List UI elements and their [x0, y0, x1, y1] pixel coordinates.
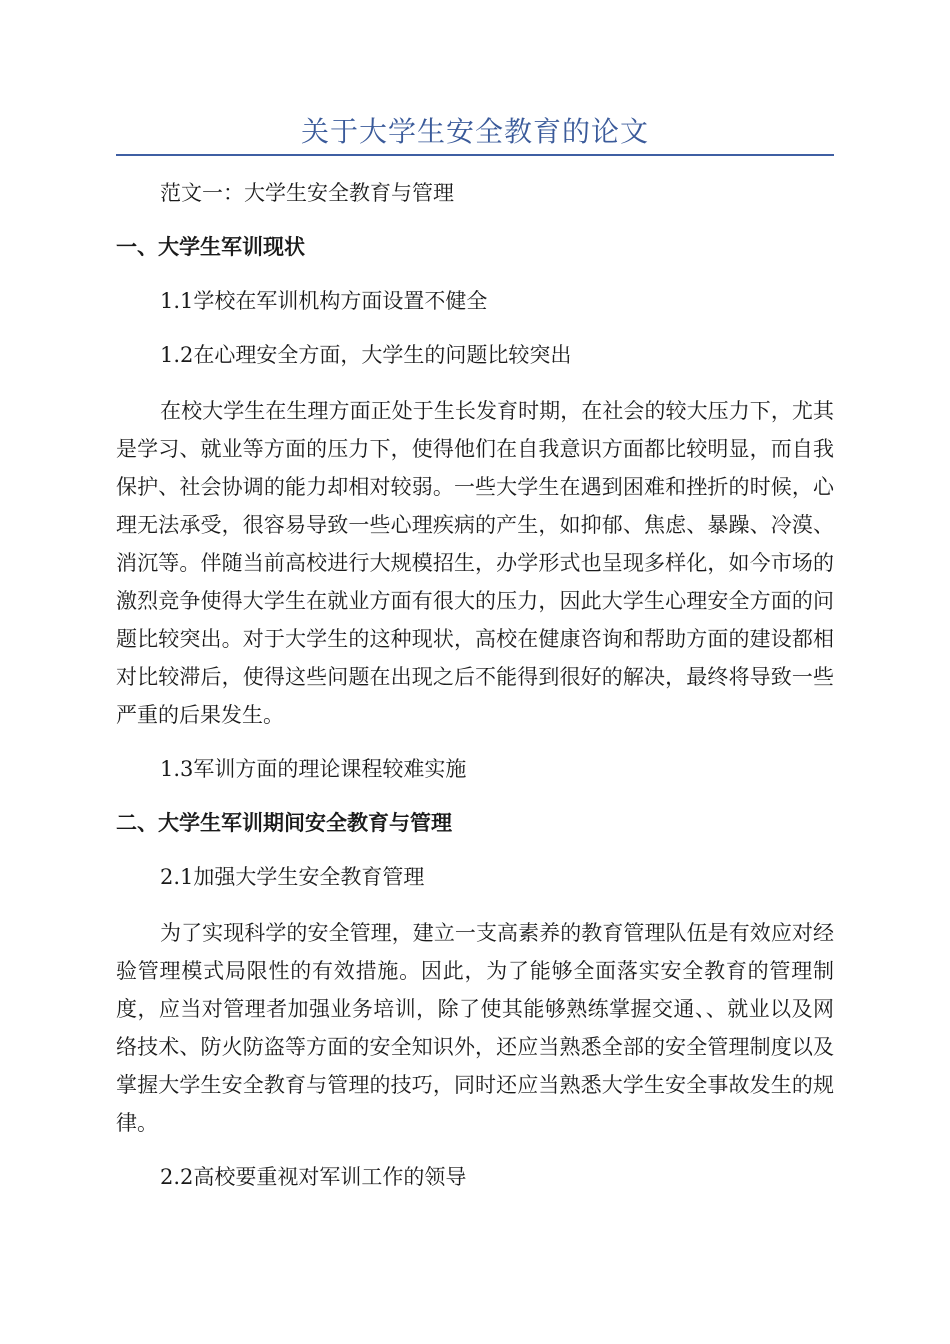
- section-1-paragraph: 在校大学生在生理方面正处于生长发育时期，在社会的较大压力下，尤其是学习、就业等方面的压力下，使得他们在自我意识方面都比较明显，而自我保护、社会协调的能力却相对较弱。一些大学生在遇到困难和挫折的时候，心理无法承受，很容易导致一些心理疾病的产生，如抑郁、焦虑、暴躁、冷漠、消沉等。伴随当前高校进行大规模招生，办学形式也呈现多样化，如今市场的激烈竞争使得大学生在就业方面有很大的压力，因此大学生心理安全方面的问题比较突出。对于大学生的这种现状，高校在健康咨询和帮助方面的建设都相对比较滞后，使得这些问题在出现之后不能得到很好的解决，最终将导致一些严重的后果发生。: [116, 399, 834, 727]
- document-subtitle: 范文一：大学生安全教育与管理: [160, 181, 454, 205]
- section-1-item-2: 1.2在心理安全方面，大学生的问题比较突出: [160, 343, 572, 367]
- title-underline: [116, 154, 834, 156]
- section-1-item-3: 1.3军训方面的理论课程较难实施: [160, 757, 467, 781]
- section-1-heading: 一、大学生军训现状: [116, 234, 305, 259]
- document-title: 关于大学生安全教育的论文: [300, 115, 649, 148]
- section-1-item-1: 1.1学校在军训机构方面设置不健全: [160, 289, 488, 313]
- section-2-item-1: 2.1加强大学生安全教育管理: [160, 865, 425, 889]
- section-2-item-2: 2.2高校要重视对军训工作的领导: [160, 1165, 467, 1189]
- section-2-heading: 二、大学生军训期间安全教育与管理: [116, 810, 452, 835]
- section-2-paragraph: 为了实现科学的安全管理，建立一支高素养的教育管理队伍是有效应对经验管理模式局限性的有效措施。因此，为了能够全面落实安全教育的管理制度，应当对管理者加强业务培训，除了使其能够熟练掌握交通、、就业以及网络技术、防火防盗等方面的安全知识外，还应当熟悉全部的安全管理制度以及掌握大学生安全教育与管理的技巧，同时还应当熟悉大学生安全事故发生的规律。: [116, 921, 834, 1135]
